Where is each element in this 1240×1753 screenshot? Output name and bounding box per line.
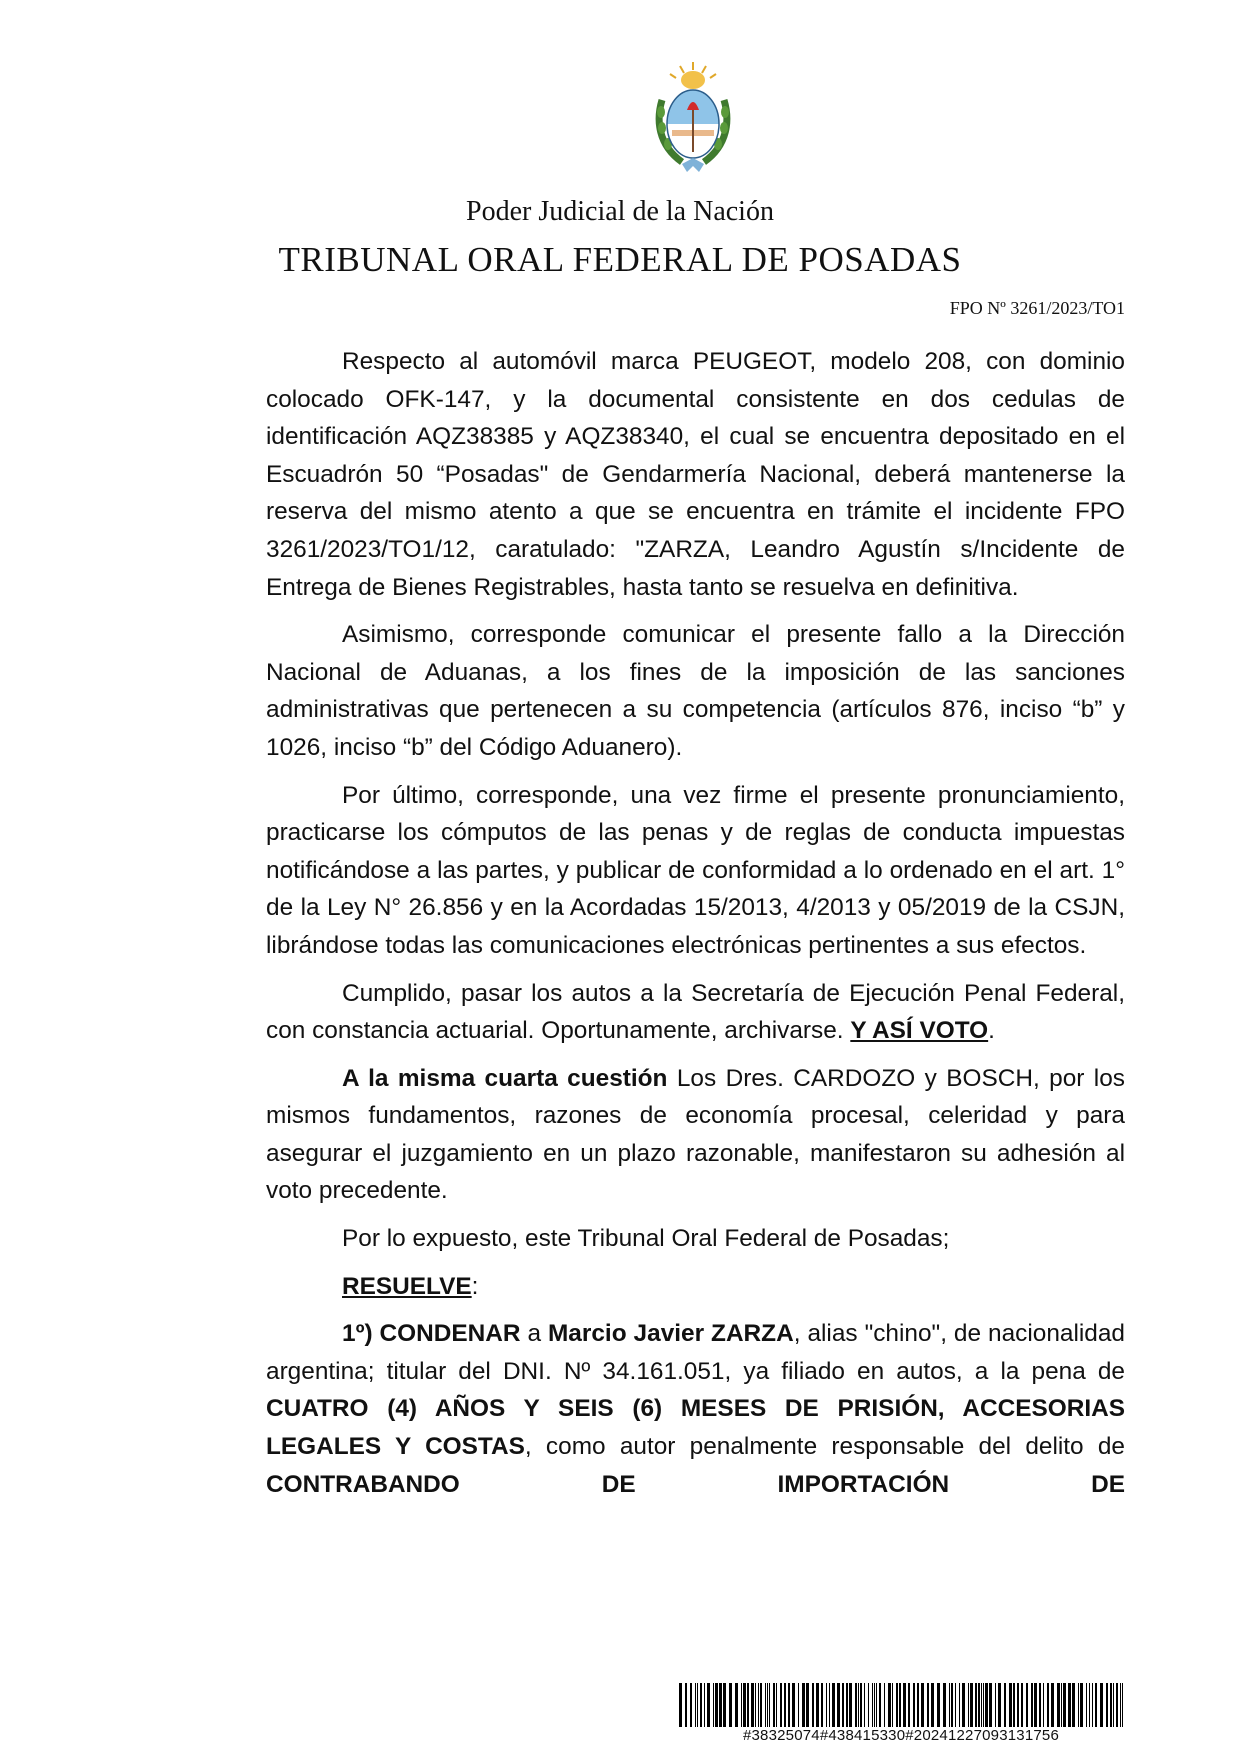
paragraph-sentence: [266, 1315, 1125, 1503]
institution-name: Poder Judicial de la Nación: [466, 196, 774, 227]
argentina-coat-of-arms-icon: [652, 60, 734, 180]
defendant-name: Marcio Javier ZARZA: [547, 1320, 794, 1348]
period: .: [988, 1017, 995, 1045]
paragraph-foregoing: Por lo expuesto, este Tribunal Oral Federal de Posadas;: [342, 1225, 950, 1253]
document-body: [266, 343, 1125, 1513]
barcode-icon: [677, 1683, 1125, 1727]
barcode-number: #38325074#438415330#20241227093131756: [742, 1727, 1060, 1744]
offense: CONTRABANDO DE IMPORTACIÓN DE: [266, 1470, 1125, 1498]
sentence-text-1: a: [520, 1320, 548, 1348]
court-name: TRIBUNAL ORAL FEDERAL DE POSADAS: [278, 240, 962, 279]
paragraph-computations: Por último, corresponde, una vez firme el presente pronunciamiento, practicarse los cómputos de las penas y de reglas de conducta impuestas notificándose a las partes, y publicar de conformidad a lo ordenado en el art. 1° de la Ley N° 26.856 y en la Acordadas 15/2013, 4/2013 y 05/2019 de la CSJN, librándose todas las comunicaciones electrónicas pertinentes a sus efectos.: [266, 781, 1125, 959]
sentence-text-3: , como autor penalmente responsable del delito de: [524, 1433, 1126, 1461]
vote-statement: Y ASÍ VOTO: [850, 1017, 989, 1045]
execution-text: Cumplido, pasar los autos a la Secretaría de Ejecución Penal Federal, con constancia actuarial. Oportunamente, archivarse.: [266, 979, 1125, 1045]
colon: :: [471, 1272, 479, 1300]
sentence-text-2: , alias "chino", de nacionalidad argentina; titular del DNI. Nº 34.161.051, ya filiado en autos, a la pena de: [266, 1320, 1125, 1385]
paragraph-resolves: [266, 1268, 1125, 1306]
sentence-heading: 1º) CONDENAR: [342, 1320, 521, 1348]
adhesion-text: Los Dres. CARDOZO y BOSCH, por los mismos fundamentos, razones de economía procesal, celeridad y para asegurar el juzgamiento en un plazo razonable, manifestaron su adhesión al voto precedente.: [266, 1064, 1125, 1205]
resolves-heading: RESUELVE: [342, 1272, 472, 1300]
paragraph-adhesion: [266, 1060, 1125, 1210]
paragraph-execution: [266, 975, 1125, 1050]
question-heading: A la misma cuarta cuestión: [342, 1064, 668, 1092]
penalty: CUATRO (4) AÑOS Y SEIS (6) MESES DE PRISIÓN, ACCESORIAS LEGALES Y COSTAS: [266, 1395, 1125, 1461]
file-reference: FPO Nº 3261/2023/TO1: [949, 298, 1125, 318]
paragraph-customs: Asimismo, corresponde comunicar el presente fallo a la Dirección Nacional de Aduanas, a los fines de la imposición de las sanciones administrativas que pertenecen a su competencia (artículos 876, inciso “b” y 1026, inciso “b” del Código Aduanero).: [266, 621, 1125, 761]
paragraph-vehicle: Respecto al automóvil marca PEUGEOT, modelo 208, con dominio colocado OFK-147, y la documental consistente en dos cedulas de identificación AQZ38385 y AQZ38340, el cual se encuentra depositado en el Escuadrón 50 “Posadas" de Gendarmería Nacional, deberá mantenerse la reserva del mismo atento a que se encuentra en trámite el incidente FPO 3261/2023/TO1/12, caratulado: "ZARZA, Leandro Agustín s/Incidente de Entrega de Bienes Registrables, hasta tanto se resuelva en definitiva.: [266, 348, 1125, 601]
